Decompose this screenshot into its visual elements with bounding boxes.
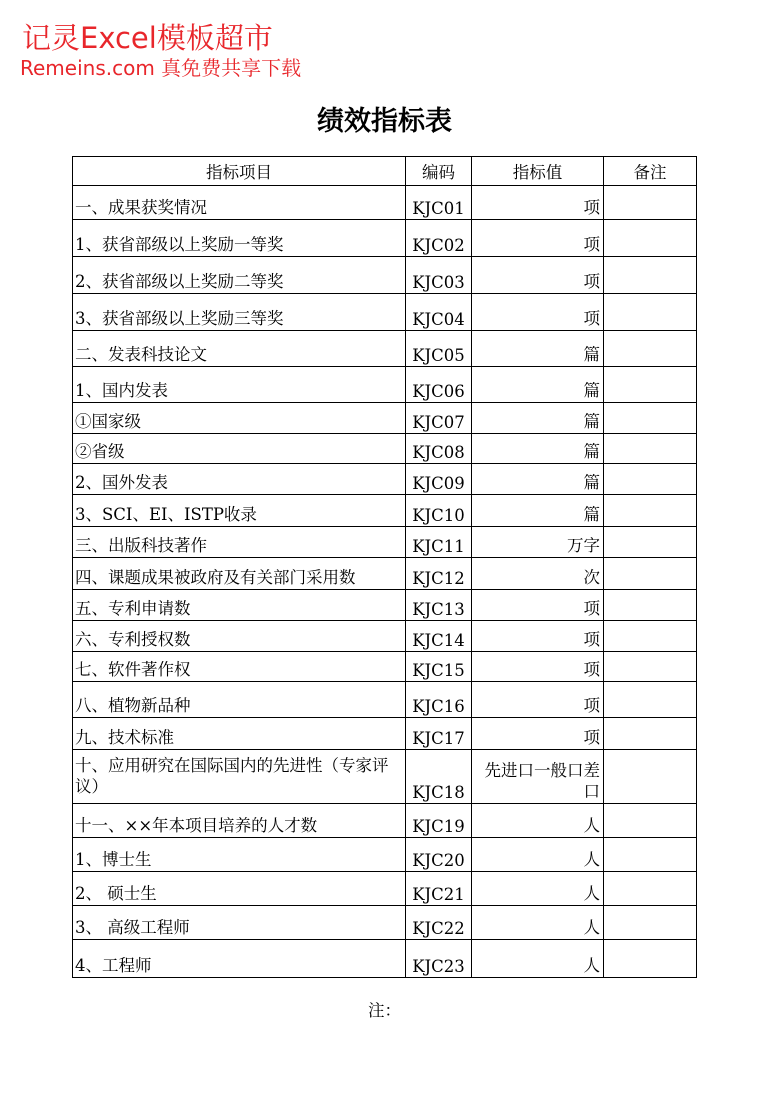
indicator-value-cell: 篇: [472, 464, 604, 495]
indicator-name-cell: 六、专利授权数: [73, 621, 406, 652]
indicator-value-cell: 项: [472, 186, 604, 220]
header-remark: 备注: [604, 157, 697, 186]
table-row: [73, 558, 697, 590]
indicator-name-cell: 1、获省部级以上奖励一等奖: [73, 220, 406, 257]
remark-cell: [604, 621, 697, 652]
header-indicator-value: 指标值: [472, 157, 604, 186]
indicator-value-cell: 先进口一般口差口: [472, 750, 604, 804]
table-row: [73, 257, 697, 294]
performance-indicator-table: [72, 156, 697, 978]
indicator-code-cell: KJC03: [406, 257, 472, 294]
indicator-name-cell: 二、发表科技论文: [73, 331, 406, 367]
remark-cell: [604, 294, 697, 331]
indicator-code-cell: KJC14: [406, 621, 472, 652]
indicator-value-cell: 项: [472, 718, 604, 750]
table-row: [73, 906, 697, 940]
indicator-code-cell: KJC06: [406, 367, 472, 403]
table-row: [73, 434, 697, 464]
indicator-value-cell: 项: [472, 257, 604, 294]
remark-cell: [604, 838, 697, 872]
indicator-code-cell: KJC05: [406, 331, 472, 367]
indicator-name-cell: 3、 高级工程师: [73, 906, 406, 940]
indicator-name-cell: 四、课题成果被政府及有关部门采用数: [73, 558, 406, 590]
indicator-code-cell: KJC02: [406, 220, 472, 257]
indicator-name-cell: 4、工程师: [73, 940, 406, 978]
indicator-name-cell: 3、SCI、EI、ISTP收录: [73, 495, 406, 527]
indicator-value-cell: 项: [472, 220, 604, 257]
indicator-code-cell: KJC17: [406, 718, 472, 750]
table-row: [73, 872, 697, 906]
indicator-code-cell: KJC18: [406, 750, 472, 804]
page-title: 绩效指标表: [317, 106, 452, 137]
remark-cell: [604, 220, 697, 257]
indicator-value-cell: 次: [472, 558, 604, 590]
header-indicator-item: 指标项目: [73, 157, 406, 186]
indicator-name-cell: 3、获省部级以上奖励三等奖: [73, 294, 406, 331]
remark-cell: [604, 434, 697, 464]
indicator-code-cell: KJC04: [406, 294, 472, 331]
table-row: [73, 718, 697, 750]
indicator-code-cell: KJC08: [406, 434, 472, 464]
table-row: [73, 621, 697, 652]
indicator-code-cell: KJC21: [406, 872, 472, 906]
indicator-name-cell: 五、专利申请数: [73, 590, 406, 621]
remark-cell: [604, 403, 697, 434]
indicator-code-cell: KJC12: [406, 558, 472, 590]
table-row: [73, 682, 697, 718]
remark-cell: [604, 331, 697, 367]
indicator-name-cell: 2、 硕士生: [73, 872, 406, 906]
indicator-value-cell: 人: [472, 940, 604, 978]
remark-cell: [604, 872, 697, 906]
header-code: 编码: [406, 157, 472, 186]
indicator-name-cell: 八、植物新品种: [73, 682, 406, 718]
remark-cell: [604, 527, 697, 558]
indicator-value-cell: 篇: [472, 331, 604, 367]
indicator-code-cell: KJC10: [406, 495, 472, 527]
table-row: [73, 403, 697, 434]
indicator-value-cell: 人: [472, 906, 604, 940]
indicator-name-cell: 九、技术标准: [73, 718, 406, 750]
table-header-row: [73, 157, 697, 186]
note-label: 注：: [368, 1001, 401, 1020]
table-row: [73, 464, 697, 495]
remark-cell: [604, 367, 697, 403]
indicator-code-cell: KJC20: [406, 838, 472, 872]
remark-cell: [604, 590, 697, 621]
table-row: [73, 527, 697, 558]
indicator-code-cell: KJC15: [406, 652, 472, 682]
indicator-name-cell: 1、博士生: [73, 838, 406, 872]
table-row: [73, 367, 697, 403]
indicator-code-cell: KJC23: [406, 940, 472, 978]
table-row: [73, 838, 697, 872]
indicator-value-cell: 人: [472, 838, 604, 872]
indicator-code-cell: KJC01: [406, 186, 472, 220]
indicator-value-cell: 万字: [472, 527, 604, 558]
table-row: [73, 495, 697, 527]
indicator-value-cell: 项: [472, 294, 604, 331]
indicator-value-cell: 篇: [472, 403, 604, 434]
remark-cell: [604, 257, 697, 294]
indicator-name-cell: 一、成果获奖情况: [73, 186, 406, 220]
remark-cell: [604, 652, 697, 682]
indicator-value-cell: 项: [472, 590, 604, 621]
indicator-code-cell: KJC07: [406, 403, 472, 434]
indicator-value-cell: 人: [472, 872, 604, 906]
table-row: [73, 186, 697, 220]
indicator-value-cell: 篇: [472, 495, 604, 527]
indicator-name-cell: ①国家级: [73, 403, 406, 434]
indicator-name-cell: 三、出版科技著作: [73, 527, 406, 558]
indicator-name-cell: 2、国外发表: [73, 464, 406, 495]
indicator-value-cell: 项: [472, 621, 604, 652]
indicator-value-cell: 人: [472, 804, 604, 838]
table-row: [73, 331, 697, 367]
indicator-code-cell: KJC22: [406, 906, 472, 940]
indicator-code-cell: KJC09: [406, 464, 472, 495]
indicator-code-cell: KJC16: [406, 682, 472, 718]
remark-cell: [604, 495, 697, 527]
indicator-code-cell: KJC19: [406, 804, 472, 838]
table-row: [73, 294, 697, 331]
remark-cell: [604, 940, 697, 978]
indicator-code-cell: KJC11: [406, 527, 472, 558]
indicator-name-cell: 1、国内发表: [73, 367, 406, 403]
table-row: [73, 750, 697, 804]
table-row: [73, 652, 697, 682]
remark-cell: [604, 906, 697, 940]
indicator-name-cell: ②省级: [73, 434, 406, 464]
indicator-value-cell: 项: [472, 652, 604, 682]
remark-cell: [604, 682, 697, 718]
indicator-name-cell: 十、应用研究在国际国内的先进性（专家评议）: [73, 750, 406, 804]
watermark-title: 记灵Excel模板超市: [22, 21, 273, 55]
indicator-value-cell: 篇: [472, 434, 604, 464]
indicator-value-cell: 项: [472, 682, 604, 718]
watermark-subtitle: Remeins.com 真免费共享下载: [20, 56, 302, 80]
remark-cell: [604, 558, 697, 590]
indicator-code-cell: KJC13: [406, 590, 472, 621]
indicator-name-cell: 2、获省部级以上奖励二等奖: [73, 257, 406, 294]
remark-cell: [604, 718, 697, 750]
table-row: [73, 220, 697, 257]
remark-cell: [604, 750, 697, 804]
remark-cell: [604, 186, 697, 220]
remark-cell: [604, 804, 697, 838]
table-row: [73, 940, 697, 978]
indicator-name-cell: 十一、××年本项目培养的人才数: [73, 804, 406, 838]
table-row: [73, 590, 697, 621]
table-row: [73, 804, 697, 838]
indicator-name-cell: 七、软件著作权: [73, 652, 406, 682]
indicator-value-cell: 篇: [472, 367, 604, 403]
remark-cell: [604, 464, 697, 495]
